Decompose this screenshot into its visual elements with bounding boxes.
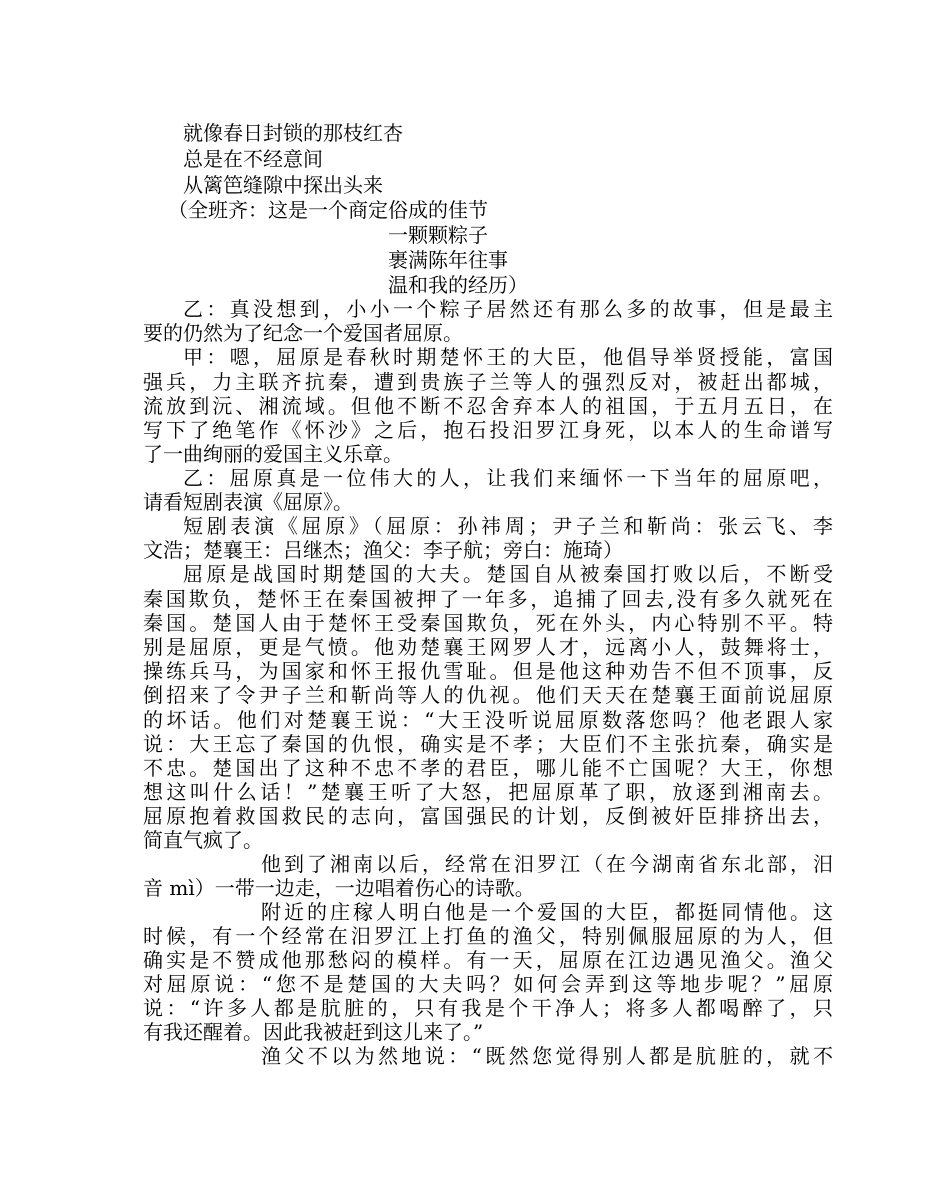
paragraph-line: 请看短剧表演《屈原》。 xyxy=(143,490,353,514)
paragraph-line: 倒招来了令尹子兰和靳尚等人的仇视。他们天天在楚襄王面前说屈原 xyxy=(143,683,833,707)
paragraph-line: 要的仍然为了纪念一个爱国者屈原。 xyxy=(143,321,463,345)
paragraph-line: 他到了湘南以后，经常在汨罗江（在今湖南省东北部，汨 xyxy=(261,852,833,876)
poem-line: 就像春日封锁的那枝红杏 xyxy=(183,121,403,145)
paragraph-line: 乙：屈原真是一位伟大的人，让我们来缅怀一下当年的屈原吧， xyxy=(183,466,833,490)
poem-chorus-line: 裹满陈年往事 xyxy=(388,248,508,272)
paragraph-line: 写下了绝笔作《怀沙》之后，抱石投汨罗江身死，以本人的生命谱写 xyxy=(143,418,833,442)
paragraph-line: 短剧表演《屈原》（屈原：孙祎周；尹子兰和靳尚：张云飞、李 xyxy=(183,514,833,538)
paragraph-line: 强兵，力主联齐抗秦，遭到贵族子兰等人的强烈反对，被赶出都城， xyxy=(143,370,833,394)
paragraph-line: 别是屈原，更是气愤。他劝楚襄王网罗人才，远离小人，鼓舞将士， xyxy=(143,635,833,659)
paragraph-line: 甲：嗯，屈原是春秋时期楚怀王的大臣，他倡导举贤授能，富国 xyxy=(183,345,833,369)
paragraph-line: 不忠。楚国出了这种不忠不孝的君臣，哪儿能不亡国呢？大王，你想 xyxy=(143,756,833,780)
paragraph-line: 流放到沅、湘流域。但他不断不忍舍弃本人的祖国，于五月五日，在 xyxy=(143,394,833,418)
paragraph-line: 有我还醒着。因此我被赶到这儿来了。” xyxy=(143,1020,484,1044)
paragraph-line: 说：“许多人都是肮脏的，只有我是个干净人；将多人都喝醉了，只 xyxy=(143,996,833,1020)
paragraph-line: 秦国。楚国人由于楚怀王受秦国欺负，死在外头，内心特别不平。特 xyxy=(143,611,833,635)
paragraph-line: 的坏话。他们对楚襄王说：“大王没听说屈原数落您吗？他老跟人家 xyxy=(143,708,833,732)
paragraph-line: 屈原抱着救国救民的志向，富国强民的计划，反倒被奸臣排挤出去， xyxy=(143,804,833,828)
paragraph-line: 了一曲绚丽的爱国主义乐章。 xyxy=(143,442,403,466)
paragraph-line: 说：大王忘了秦国的仇恨，确实是不孝；大臣们不主张抗秦，确实是 xyxy=(143,732,833,756)
poem-line: 从篱笆缝隙中探出头来 xyxy=(183,173,383,197)
poem-chorus-line: 温和我的经历） xyxy=(388,273,528,297)
poem-line: 总是在不经意间 xyxy=(183,147,323,171)
paragraph-line: 秦国欺负，楚怀王在秦国被押了一年多，追捕了回去,没有多久就死在 xyxy=(143,587,833,611)
paragraph-line: 附近的庄稼人明白他是一个爱国的大臣，都挺同情他。这 xyxy=(261,900,833,924)
paragraph-line: 简直气疯了。 xyxy=(143,828,263,852)
paragraph-line: 文浩；楚襄王：吕继杰；渔父：李子航；旁白：施琦） xyxy=(143,538,623,562)
paragraph-line: 对屈原说：“您不是楚国的大夫吗？如何会弄到这等地步呢？”屈原 xyxy=(143,972,833,996)
poem-chorus-line: 一颗颗粽子 xyxy=(388,223,488,247)
paragraph-line: 渔父不以为然地说：“既然您觉得别人都是肮脏的，就不 xyxy=(261,1044,833,1068)
paragraph-line: 时候，有一个经常在汨罗江上打鱼的渔父，特别佩服屈原的为人，但 xyxy=(143,924,833,948)
paragraph-line: 确实是不赞成他那愁闷的模样。有一天，屈原在江边遇见渔父。渔父 xyxy=(143,948,833,972)
poem-chorus-line: （全班齐：这是一个商定俗成的佳节 xyxy=(168,198,488,222)
paragraph-line: 屈原是战国时期楚国的大夫。楚国自从被秦国打败以后，不断受 xyxy=(183,562,833,586)
paragraph-line: 想这叫什么话！”楚襄王听了大怒，把屈原革了职，放逐到湘南去。 xyxy=(143,780,833,804)
paragraph-line: 乙：真没想到，小小一个粽子居然还有那么多的故事，但是最主 xyxy=(183,297,833,321)
paragraph-line: 操练兵马，为国家和怀王报仇雪耻。但是他这种劝告不但不顶事，反 xyxy=(143,659,833,683)
paragraph-line: 音 mì）一带一边走，一边唱着伤心的诗歌。 xyxy=(143,876,535,900)
